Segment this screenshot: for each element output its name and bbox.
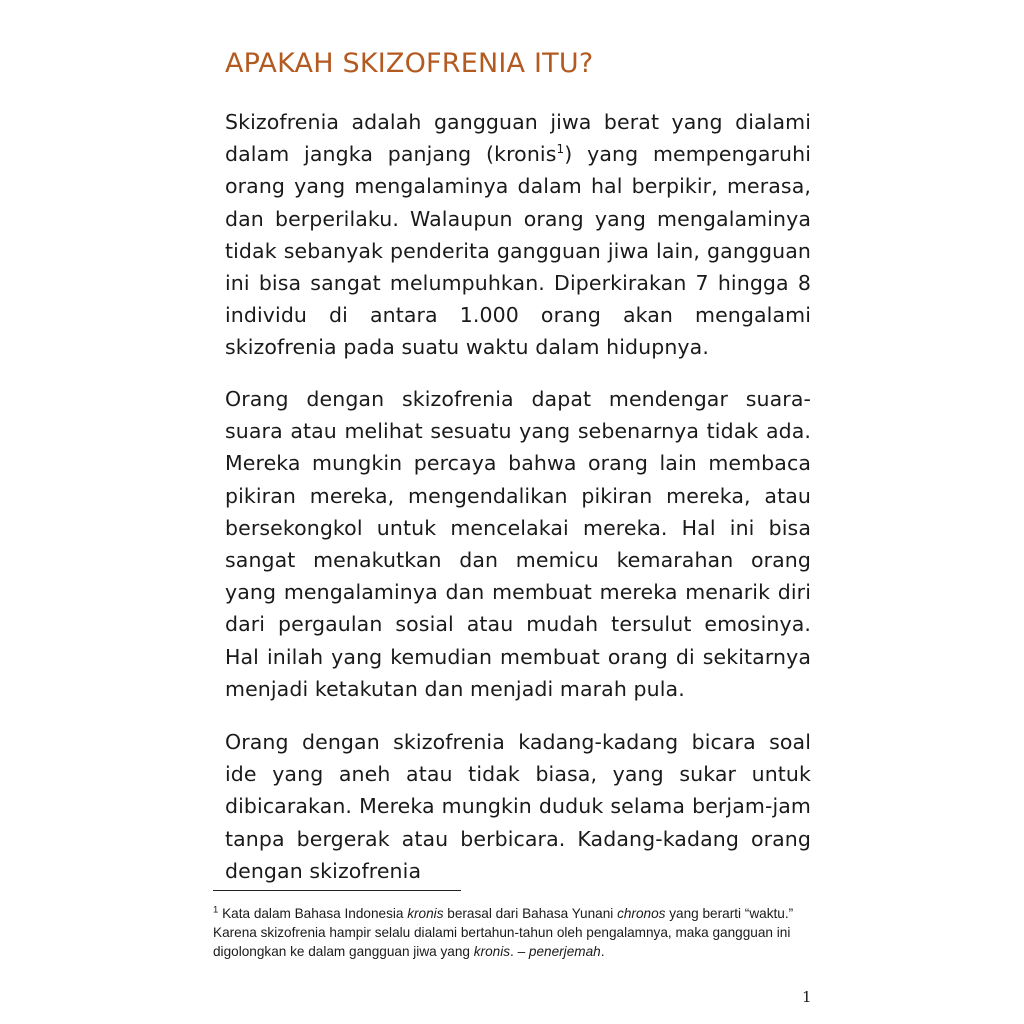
footnote-text-1: Kata dalam Bahasa Indonesia bbox=[218, 906, 408, 921]
footnote-text-2: berasal dari Bahasa Yunani bbox=[443, 906, 618, 921]
footnote-text-3: yang berarti “waktu.” Karena skizofrenia hampir selalu dialami bertahun-tahun oleh pengalamnya, maka gangguan ini digolongkan ke dalam gangguan jiwa yang bbox=[213, 906, 794, 960]
footnote-text-5: . bbox=[600, 944, 605, 960]
paragraph-3: Orang dengan skizofrenia kadang-kadang bicara soal ide yang aneh atau tidak biasa, yang sukar untuk dibicarakan. Mereka mungkin duduk selama berjam-jam tanpa bergerak atau berbicara. Kadang-kadang orang dengan skizofrenia bbox=[225, 730, 811, 883]
paragraph-2: Orang dengan skizofrenia dapat mendengar suara-suara atau melihat sesuatu yang sebenarnya tidak ada. Mereka mungkin percaya bahwa orang lain membaca pikiran mereka, mengendalikan pikiran mereka, atau bersekongkol untuk mencelakai mereka. Hal ini bisa sangat menakutkan dan memicu kemarahan orang yang mengalaminya dan membuat mereka menarik diri dari pergaulan sosial atau mudah tersulut emosinya. Hal inilah yang kemudian membuat orang di sekitarnya menjadi ketakutan dan menjadi marah pula. bbox=[225, 387, 811, 701]
footnote-term-kronis-2: kronis bbox=[473, 944, 511, 960]
footnote-divider bbox=[213, 890, 461, 891]
page-title: APAKAH SKIZOFRENIA ITU? bbox=[225, 48, 594, 79]
footnote-translator: penerjemah bbox=[528, 944, 601, 960]
paragraph-1-text-a: Skizofrenia adalah gangguan jiwa berat yang dialami dalam jangka panjang (kronis bbox=[225, 110, 811, 167]
footnote bbox=[213, 904, 813, 962]
footnote-term-kronis: kronis bbox=[407, 906, 444, 921]
paragraph-1 bbox=[225, 106, 811, 364]
paragraph-1-text-b: ) yang mempengaruhi orang yang mengalaminya dalam hal berpikir, merasa, dan berperilaku. Walaupun orang yang mengalaminya tidak sebanyak penderita gangguan jiwa lain, gangguan ini bisa sangat melumpuhkan. Diperkirakan 7 hingga 8 individu di antara 1.000 orang akan mengalami skizofrenia pada suatu waktu dalam hidupnya. bbox=[225, 142, 812, 360]
footnote-term-chronos: chronos bbox=[617, 906, 666, 921]
footnote-reference: 1 bbox=[556, 142, 565, 157]
footnote-number: 1 bbox=[213, 904, 219, 916]
page-number: 1 bbox=[802, 988, 812, 1006]
footnote-text-4: . – bbox=[510, 944, 529, 960]
